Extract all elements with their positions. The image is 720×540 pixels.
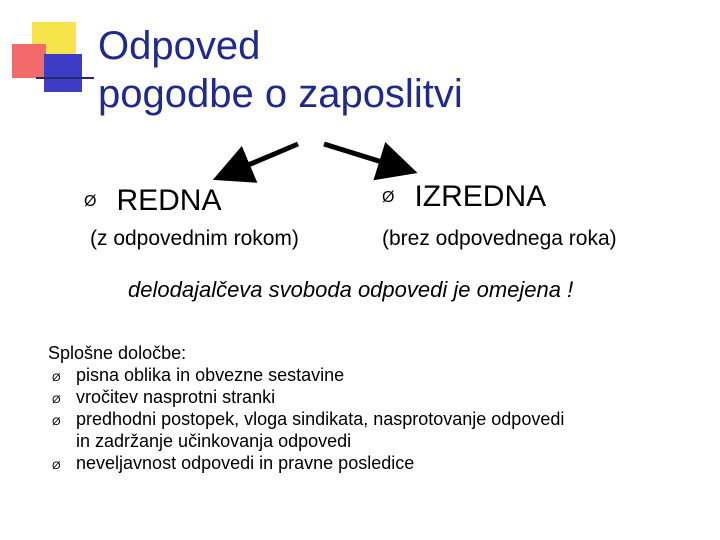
list-item bbox=[48, 364, 688, 386]
general-list bbox=[48, 364, 688, 474]
note-text: delodajalčeva svoboda odpovedi je omejena ! bbox=[128, 277, 574, 302]
list-item bbox=[48, 386, 688, 408]
arrow-bullet-icon: Ø bbox=[84, 193, 97, 211]
arrow-left bbox=[222, 144, 298, 176]
list-item bbox=[48, 452, 688, 474]
arrow-right bbox=[324, 144, 408, 170]
list-item-text: pisna oblika in obvezne sestavine bbox=[76, 365, 345, 385]
list-item-text: predhodni postopek, vloga sindikata, nasprotovanje odpovedi bbox=[76, 409, 565, 429]
arrow-bullet-icon: Ø bbox=[52, 416, 61, 428]
list-item-text-continued: in zadržanje učinkovanja odpovedi bbox=[76, 431, 352, 451]
list-item bbox=[48, 408, 688, 452]
branch-redna-label: REDNA bbox=[116, 184, 222, 217]
general-heading: Splošne določbe: bbox=[48, 343, 187, 363]
branch-izredna-label: IZREDNA bbox=[414, 180, 547, 213]
arrow-bullet-icon: Ø bbox=[382, 189, 395, 207]
list-item-text: vročitev nasprotni stranki bbox=[76, 387, 276, 407]
title-line-2: pogodbe o zaposlitvi bbox=[98, 72, 463, 116]
branch-izredna-sub: (brez odpovednega roka) bbox=[382, 227, 617, 250]
branch-redna-sub: (z odpovednim rokom) bbox=[90, 227, 299, 250]
title-line-1: Odpoved bbox=[98, 24, 261, 68]
list-item-text: neveljavnost odpovedi in pravne posledice bbox=[76, 453, 415, 473]
general-provisions bbox=[48, 342, 688, 474]
arrow-bullet-icon: Ø bbox=[52, 372, 61, 384]
arrow-bullet-icon: Ø bbox=[52, 460, 61, 472]
branch-redna bbox=[84, 184, 221, 219]
branch-izredna bbox=[382, 180, 546, 215]
arrow-bullet-icon: Ø bbox=[52, 394, 61, 406]
